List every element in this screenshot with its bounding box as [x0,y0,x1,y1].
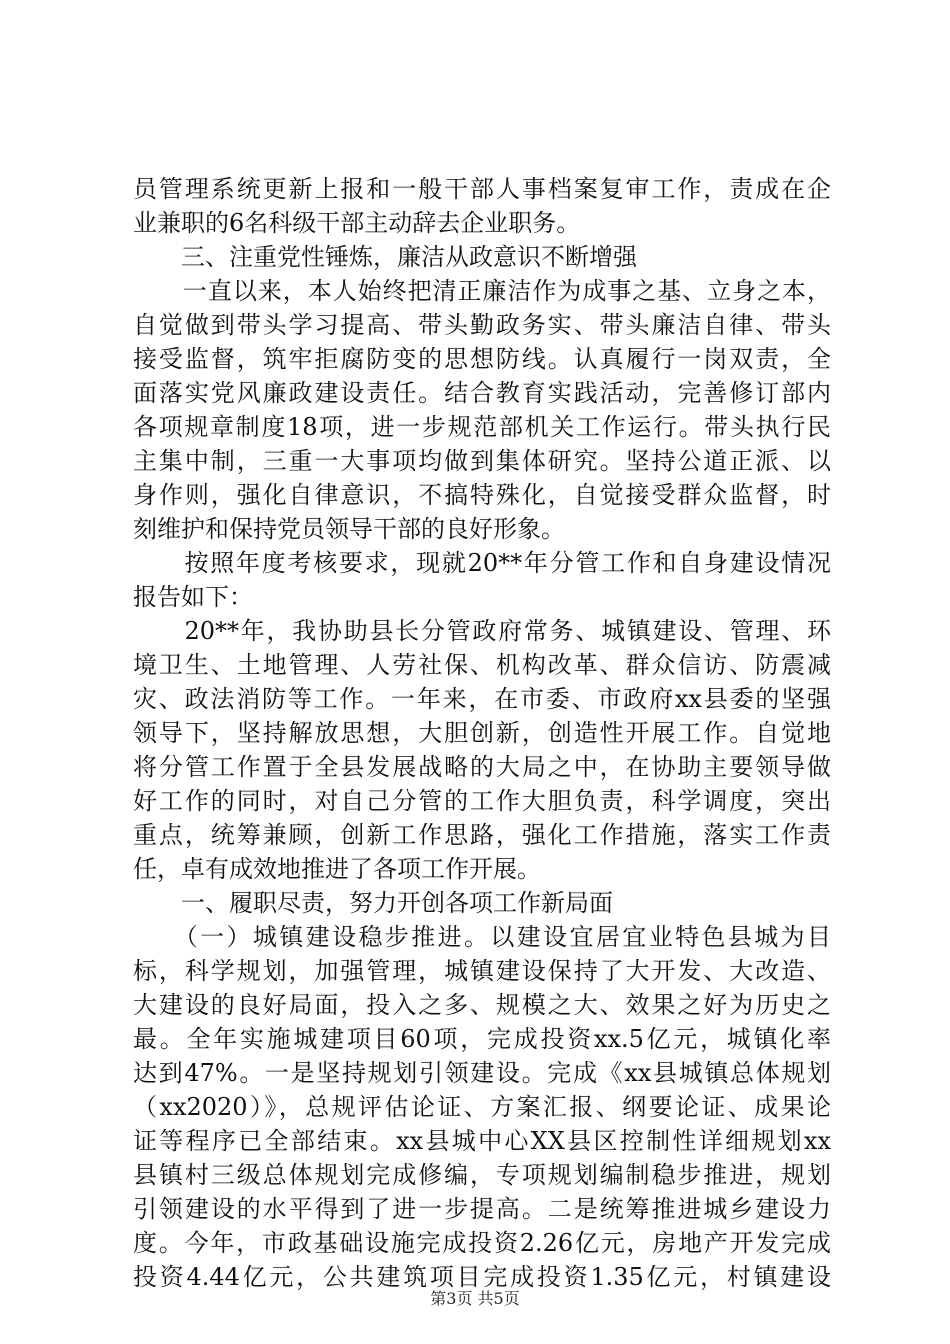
text-line: 投资4.44亿元，公共建筑项目完成投资1.35亿元，村镇建设 [133,1263,831,1291]
text-line: 证等程序已全部结束。xx县城中心XX县区控制性详细规划xx [133,1127,831,1155]
text-line: 身作则，强化自律意识，不搞特殊化，自觉接受群众监督，时 [133,481,831,509]
text-line: 好工作的同时，对自己分管的工作大胆负责，科学调度，突出 [133,787,831,815]
text-line: 自觉做到带头学习提高、带头勤政务实、带头廉洁自律、带头 [133,311,831,339]
text-line: 任，卓有成效地推进了各项工作开展。 [133,855,541,883]
text-line: 最。全年实施城建项目60项，完成投资xx.5亿元，城镇化率 [133,1025,831,1053]
text-line: 员管理系统更新上报和一般干部人事档案复审工作，责成在企 [133,175,831,203]
text-line: 一、履职尽责，努力开创各项工作新局面 [133,889,613,917]
text-line: 一直以来，本人始终把清正廉洁作为成事之基、立身之本， [133,277,831,305]
text-line: 领导下，坚持解放思想，大胆创新，创造性开展工作。自觉地 [133,719,831,747]
text-line: 境卫生、土地管理、人劳社保、机构改革、群众信访、防震减 [133,651,831,679]
text-line: 达到47%。一是坚持规划引领建设。完成《xx县城镇总体规划 [133,1059,831,1087]
text-line: （一）城镇建设稳步推进。以建设宜居宜业特色县城为目 [133,923,831,951]
text-line: 业兼职的6名科级干部主动辞去企业职务。 [133,209,581,237]
text-line: 将分管工作置于全县发展战略的大局之中，在协助主要领导做 [133,753,831,781]
page-footer: 第3页 共5页 [430,1289,520,1308]
text-line: 度。今年，市政基础设施完成投资2.26亿元，房地产开发完成 [133,1229,831,1257]
text-line: 引领建设的水平得到了进一步提高。二是统筹推进城乡建设力 [133,1195,831,1223]
text-line: 主集中制，三重一大事项均做到集体研究。坚持公道正派、以 [133,447,831,475]
text-line: 按照年度考核要求，现就20**年分管工作和自身建设情况 [133,549,831,577]
text-line: 20**年，我协助县长分管政府常务、城镇建设、管理、环 [133,617,831,645]
text-line: （xx2020）》，总规评估论证、方案汇报、纲要论证、成果论 [133,1093,831,1121]
text-line: 刻维护和保持党员领导干部的良好形象。 [133,515,565,543]
text-line: 灾、政法消防等工作。一年来，在市委、市政府xx县委的坚强 [133,685,831,713]
text-line: 接受监督，筑牢拒腐防变的思想防线。认真履行一岗双责，全 [133,345,831,373]
text-line: 报告如下： [133,583,253,611]
text-line: 重点，统筹兼顾，创新工作思路，强化工作措施，落实工作责 [133,821,831,849]
text-line: 三、注重党性锤炼，廉洁从政意识不断增强 [133,243,637,271]
text-line: 面落实党风廉政建设责任。结合教育实践活动，完善修订部内 [133,379,831,407]
text-line: 大建设的良好局面，投入之多、规模之大、效果之好为历史之 [133,991,831,1019]
text-line: 各项规章制度18项，进一步规范部机关工作运行。带头执行民 [133,413,831,441]
text-line: 标，科学规划，加强管理，城镇建设保持了大开发、大改造、 [133,957,831,985]
text-line: 县镇村三级总体规划完成修编，专项规划编制稳步推进，规划 [133,1161,831,1189]
document-body [133,172,831,1294]
